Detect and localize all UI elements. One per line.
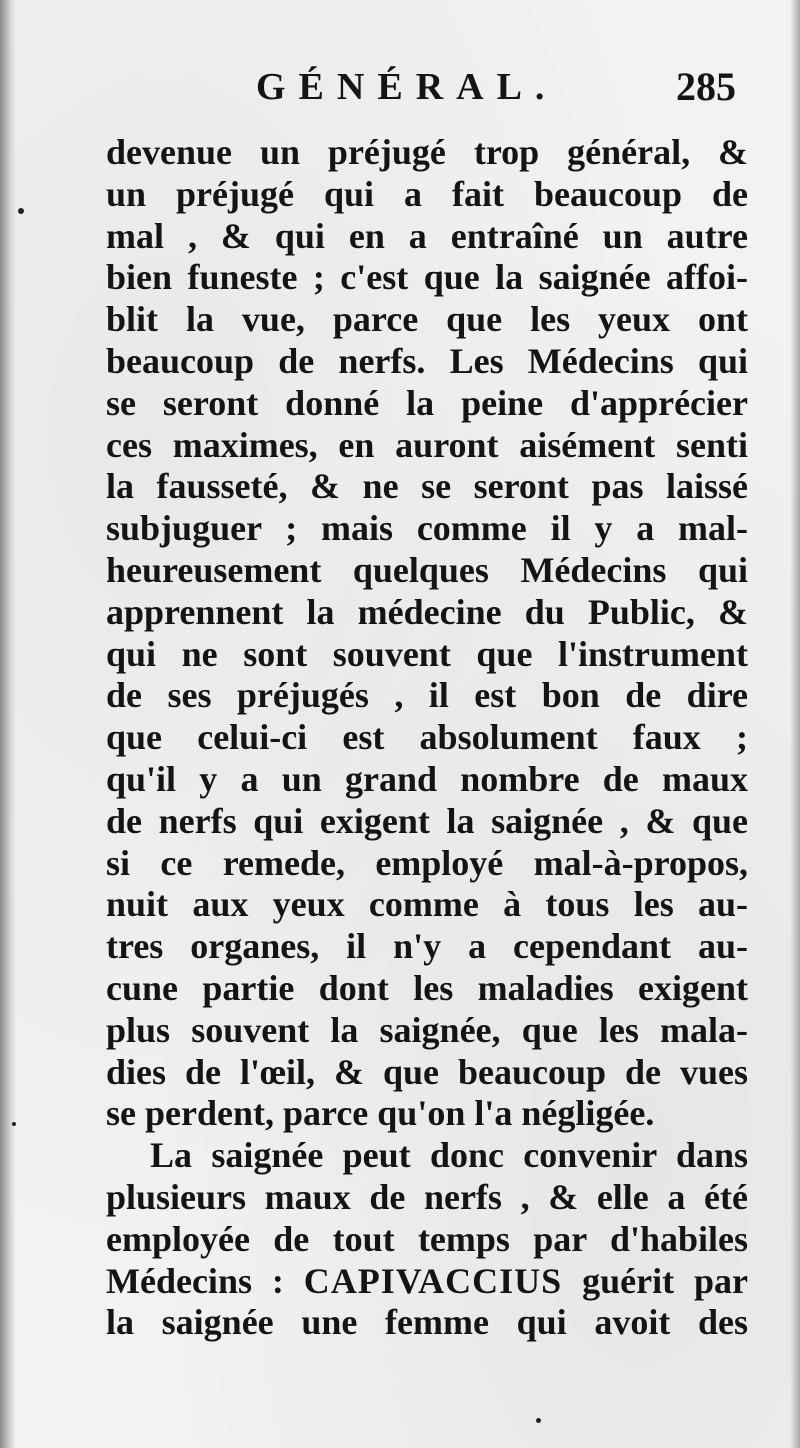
- text-line: se seront donné la peine d'apprécier: [106, 382, 748, 423]
- ink-speck: [18, 208, 24, 214]
- text-line: que celui-ci est absolument faux ;: [106, 717, 748, 758]
- text-line: apprennent la médecine du Public, &: [106, 591, 748, 632]
- ink-speck: [536, 1418, 541, 1423]
- text-line: dies de l'œil, & que beaucoup de vues: [106, 1051, 748, 1092]
- text-line: si ce remede, employé mal-à-propos,: [106, 842, 748, 883]
- text-line-with-name: [106, 1261, 748, 1303]
- text-line: mal , & qui en a entraîné un autre: [106, 215, 748, 256]
- text-line-paragraph-start: La saignée peut donc convenir dans: [150, 1135, 748, 1176]
- text-line: plusieurs maux de nerfs , & elle a été: [106, 1176, 748, 1217]
- text-line: un préjugé qui a fait beaucoup de: [106, 173, 748, 214]
- text-line: nuit aux yeux comme à tous les au-: [106, 884, 748, 925]
- running-head-title: GÉNÉRAL.: [256, 66, 558, 108]
- text-line: de nerfs qui exigent la saignée , & que: [106, 800, 748, 841]
- author-name-capivaccius: CAPIVACCIUS: [303, 1260, 563, 1301]
- text-line: cune partie dont les maladies exigent: [106, 967, 748, 1008]
- text-line: ces maximes, en auront aisément senti: [106, 424, 748, 465]
- text-line-lead: Médecins :: [106, 1260, 304, 1301]
- text-line: tres organes, il n'y a cependant au-: [106, 926, 748, 967]
- text-line: blit la vue, parce que les yeux ont: [106, 299, 748, 340]
- page-right-edge-shadow: [790, 0, 800, 1448]
- text-line: employée de tout temps par d'habiles: [106, 1218, 748, 1259]
- text-line: devenue un préjugé trop général, &: [106, 132, 748, 172]
- text-line: qu'il y a un grand nombre de maux: [106, 758, 748, 799]
- text-line: beaucoup de nerfs. Les Médecins qui: [106, 340, 748, 381]
- text-line: qui ne sont souvent que l'instrument: [106, 633, 748, 674]
- text-line: plus souvent la saignée, que les mala-: [106, 1009, 748, 1050]
- text-line: la saignée une femme qui avoit des: [106, 1302, 748, 1343]
- text-line-paragraph-end: se perdent, parce qu'on l'a négligée.: [106, 1093, 655, 1134]
- page-number: 285: [676, 64, 736, 109]
- ink-speck: [12, 1122, 16, 1126]
- body-text: [106, 132, 748, 1344]
- running-head: [0, 62, 800, 112]
- text-line: subjuguer ; mais comme il y a mal-: [106, 508, 748, 549]
- text-line: de ses préjugés , il est bon de dire: [106, 675, 748, 716]
- text-line: heureusement quelques Médecins qui: [106, 549, 748, 590]
- page-left-edge-shadow: [0, 0, 16, 1448]
- text-line: la fausseté, & ne se seront pas laissé: [106, 466, 748, 507]
- text-line-tail: guérit par: [562, 1260, 748, 1301]
- text-line: bien funeste ; c'est que la saignée affoi-: [106, 257, 748, 298]
